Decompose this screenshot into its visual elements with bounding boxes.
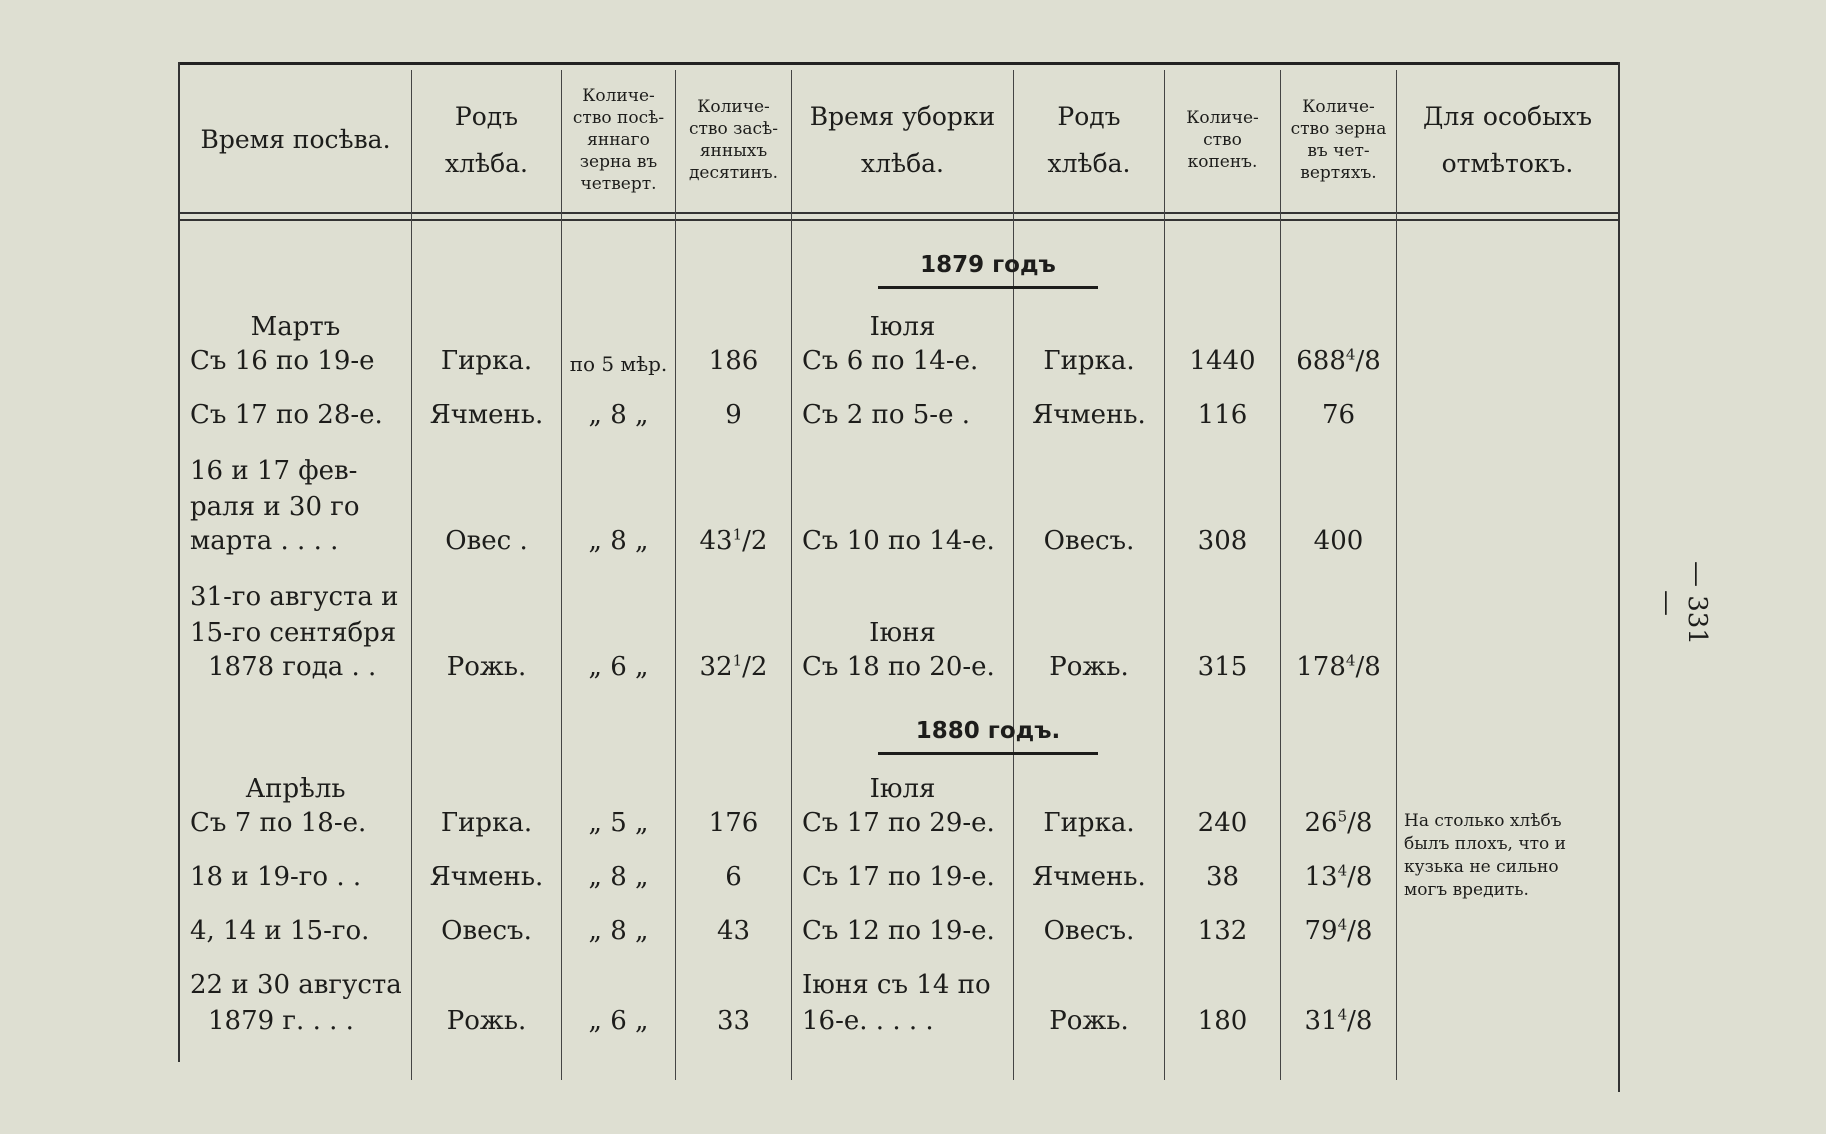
grain-fraction-num: 4 xyxy=(1337,1005,1348,1024)
harvest-time-cell: 16-е. . . . . xyxy=(802,1006,934,1036)
year-underline xyxy=(878,752,1098,755)
sow-time-cell: 15-го сентября xyxy=(190,618,397,648)
year-heading-1879: 1879 годъ xyxy=(920,252,1056,278)
sheaves-cell: 132 xyxy=(1197,916,1248,946)
grain-fraction-den: /8 xyxy=(1355,652,1381,682)
grain-kind-cell: Рожь. xyxy=(446,652,527,682)
sheaves-cell: 38 xyxy=(1205,862,1240,892)
harvest-time-cell: Съ 17 по 19-е. xyxy=(802,862,995,892)
header-text: ство зерна xyxy=(1290,118,1387,139)
harvest-time-cell: Съ 6 по 14-е. xyxy=(802,346,979,376)
header-text: Количе- xyxy=(1302,96,1375,117)
grain-qty-cell: 76 xyxy=(1321,400,1356,430)
area-fraction-num: 1 xyxy=(732,651,743,670)
header-notes xyxy=(1397,70,1618,210)
sown-area-cell xyxy=(676,526,791,556)
harvest-kind-cell: Рожь. xyxy=(1049,652,1129,682)
header-harvest-kind xyxy=(1014,70,1164,210)
table-left-border xyxy=(178,62,180,1062)
harvest-kind-cell: Ячмень. xyxy=(1032,400,1146,430)
header-text: Количе- xyxy=(697,96,770,117)
header-sow-time-label: Время посѣва. xyxy=(200,125,391,155)
header-text: хлѣба. xyxy=(861,149,944,178)
area-fraction-den: /2 xyxy=(742,526,768,556)
note-line: кузька не сильно xyxy=(1404,856,1559,877)
header-text: копенъ. xyxy=(1187,152,1258,173)
header-sown-area xyxy=(676,70,791,210)
grain-qty-cell xyxy=(1281,346,1396,376)
grain-whole: 688 xyxy=(1296,346,1346,376)
grain-kind-cell: Гирка. xyxy=(440,346,533,376)
header-text: Родъ xyxy=(454,101,519,131)
month-label: Апрѣль xyxy=(245,774,346,804)
harvest-month-label: Іюня xyxy=(869,618,936,648)
header-sown-qty xyxy=(562,70,675,210)
grain-fraction-num: 4 xyxy=(1337,915,1348,934)
note-line: могъ вредить. xyxy=(1404,879,1529,900)
sow-time-cell: 18 и 19-го . . xyxy=(190,862,362,892)
sow-time-cell: Съ 16 по 19-е xyxy=(190,346,375,376)
harvest-kind-cell: Овесъ. xyxy=(1043,526,1135,556)
harvest-time-cell: Съ 2 по 5-е . xyxy=(802,400,970,430)
header-text: вертяхъ. xyxy=(1300,163,1377,184)
special-note xyxy=(1404,810,1612,902)
harvest-time-cell: Съ 18 по 20-е. xyxy=(802,652,995,682)
header-text: ство посѣ- xyxy=(572,107,665,128)
sown-area-cell: 186 xyxy=(708,346,759,376)
sow-time-cell: 1878 года . . xyxy=(208,652,377,682)
sown-qty-cell: „ 8 „ xyxy=(588,400,649,430)
col-divider xyxy=(1396,70,1397,1080)
grain-qty-cell xyxy=(1281,862,1396,892)
grain-whole: 13 xyxy=(1304,862,1338,892)
sheaves-cell: 116 xyxy=(1197,400,1248,430)
sow-time-cell: марта . . . . xyxy=(190,526,339,556)
harvest-table xyxy=(178,62,1620,1086)
grain-fraction-den: /8 xyxy=(1347,1006,1373,1036)
grain-kind-cell: Овесъ. xyxy=(441,916,532,946)
grain-qty-cell xyxy=(1281,1006,1396,1036)
sow-time-cell: Съ 17 по 28-е. xyxy=(190,400,383,430)
grain-kind-cell: Ячмень. xyxy=(429,862,544,892)
grain-fraction-den: /8 xyxy=(1347,916,1373,946)
sown-qty-cell: „ 8 „ xyxy=(588,916,649,946)
header-harvest-time xyxy=(792,70,1013,210)
header-sheaves xyxy=(1165,70,1280,210)
grain-kind-cell: Овес . xyxy=(445,526,528,556)
sow-time-cell: 22 и 30 августа xyxy=(190,970,402,1000)
header-text: янныхъ xyxy=(699,141,768,161)
grain-qty-cell xyxy=(1281,652,1396,682)
area-fraction-num: 1 xyxy=(732,525,743,544)
header-grain-kind xyxy=(412,70,561,210)
header-text: ство засѣ- xyxy=(688,118,779,139)
sown-qty-cell: по 5 мѣр. xyxy=(569,352,668,376)
header-double-rule xyxy=(178,212,1620,221)
header-text: Количе- xyxy=(1186,107,1259,128)
header-sow-time xyxy=(180,70,411,210)
harvest-kind-cell: Гирка. xyxy=(1043,808,1135,838)
sow-time-cell: Съ 7 по 18-е. xyxy=(190,808,367,838)
sown-qty-cell: „ 8 „ xyxy=(588,526,649,556)
grain-kind-cell: Ячмень. xyxy=(429,400,544,430)
header-text: яннаго xyxy=(587,129,650,150)
sown-area-cell: 43 xyxy=(716,916,751,946)
sown-area-cell xyxy=(676,652,791,682)
grain-whole: 178 xyxy=(1296,652,1346,682)
sown-area-cell: 9 xyxy=(725,400,742,430)
grain-qty-cell: 400 xyxy=(1313,526,1364,556)
grain-fraction-den: /8 xyxy=(1355,346,1381,376)
area-whole: 43 xyxy=(699,526,733,556)
grain-qty-cell xyxy=(1281,916,1396,946)
sown-area-cell: 6 xyxy=(725,862,742,892)
sheaves-cell: 180 xyxy=(1197,1006,1248,1036)
grain-whole: 79 xyxy=(1304,916,1338,946)
sow-time-cell: 1879 г. . . . xyxy=(208,1006,354,1036)
harvest-time-cell: Съ 17 по 29-е. xyxy=(802,808,995,838)
header-text: хлѣба. xyxy=(1047,149,1131,178)
note-line: На столько хлѣбъ xyxy=(1404,811,1562,831)
sown-qty-cell: „ 5 „ xyxy=(588,808,649,838)
harvest-time-cell: Іюня съ 14 по xyxy=(802,970,991,1000)
header-text: хлѣба. xyxy=(445,149,528,178)
harvest-kind-cell: Ячмень. xyxy=(1032,862,1146,892)
sheaves-cell: 240 xyxy=(1197,808,1248,838)
grain-fraction-den: /8 xyxy=(1347,862,1373,892)
harvest-month-label: Іюля xyxy=(869,774,936,804)
year-underline xyxy=(878,286,1098,289)
header-text: отмѣтокъ. xyxy=(1441,149,1574,178)
header-text: ство xyxy=(1203,129,1242,150)
header-text: Для особыхъ xyxy=(1423,101,1592,131)
sheaves-cell: 1440 xyxy=(1189,346,1256,376)
header-grain-qty xyxy=(1281,70,1396,210)
month-label: Мартъ xyxy=(250,312,341,342)
sown-area-cell: 33 xyxy=(716,1006,751,1036)
header-text: въ чет- xyxy=(1307,141,1370,161)
col-divider xyxy=(791,70,792,1080)
harvest-kind-cell: Гирка. xyxy=(1043,346,1135,376)
area-whole: 32 xyxy=(699,652,733,682)
grain-whole: 31 xyxy=(1304,1006,1338,1036)
harvest-kind-cell: Овесъ. xyxy=(1043,916,1135,946)
note-line: былъ плохъ, что и xyxy=(1404,833,1566,854)
sheaves-cell: 315 xyxy=(1197,652,1248,682)
sown-qty-cell: „ 6 „ xyxy=(588,1006,649,1036)
page-number: — 331 — xyxy=(1652,561,1712,645)
harvest-time-cell: Съ 10 по 14-е. xyxy=(802,526,995,556)
sown-area-cell: 176 xyxy=(708,808,759,838)
harvest-time-cell: Съ 12 по 19-е. xyxy=(802,916,995,946)
sheaves-cell: 308 xyxy=(1197,526,1248,556)
sow-time-cell: 16 и 17 фев- xyxy=(190,456,358,486)
header-text: Количе- xyxy=(582,85,655,106)
header-text: зерна въ xyxy=(579,152,658,173)
header-text: Родъ xyxy=(1057,101,1121,131)
sow-time-cell: раля и 30 го xyxy=(190,492,360,522)
grain-fraction-num: 4 xyxy=(1345,651,1356,670)
year-heading-1880: 1880 годъ. xyxy=(915,718,1061,744)
grain-qty-cell xyxy=(1281,808,1396,838)
sown-qty-cell: „ 6 „ xyxy=(588,652,649,682)
grain-fraction-num: 5 xyxy=(1337,807,1348,826)
harvest-month-label: Іюля xyxy=(869,312,936,342)
grain-fraction-num: 4 xyxy=(1337,861,1348,880)
header-text: четверт. xyxy=(580,174,657,195)
grain-whole: 26 xyxy=(1304,808,1338,838)
sown-qty-cell: „ 8 „ xyxy=(588,862,649,892)
grain-kind-cell: Рожь. xyxy=(446,1006,527,1036)
sow-time-cell: 31-го августа и xyxy=(190,582,399,612)
grain-kind-cell: Гирка. xyxy=(440,808,533,838)
table-right-border xyxy=(1618,62,1620,1092)
grain-fraction-num: 4 xyxy=(1345,345,1356,364)
harvest-kind-cell: Рожь. xyxy=(1049,1006,1129,1036)
table-top-rule xyxy=(178,62,1620,65)
sow-time-cell: 4, 14 и 15-го. xyxy=(190,916,370,946)
header-text: десятинъ. xyxy=(688,163,779,184)
area-fraction-den: /2 xyxy=(742,652,768,682)
header-text: Время уборки xyxy=(809,101,996,131)
grain-fraction-den: /8 xyxy=(1347,808,1373,838)
